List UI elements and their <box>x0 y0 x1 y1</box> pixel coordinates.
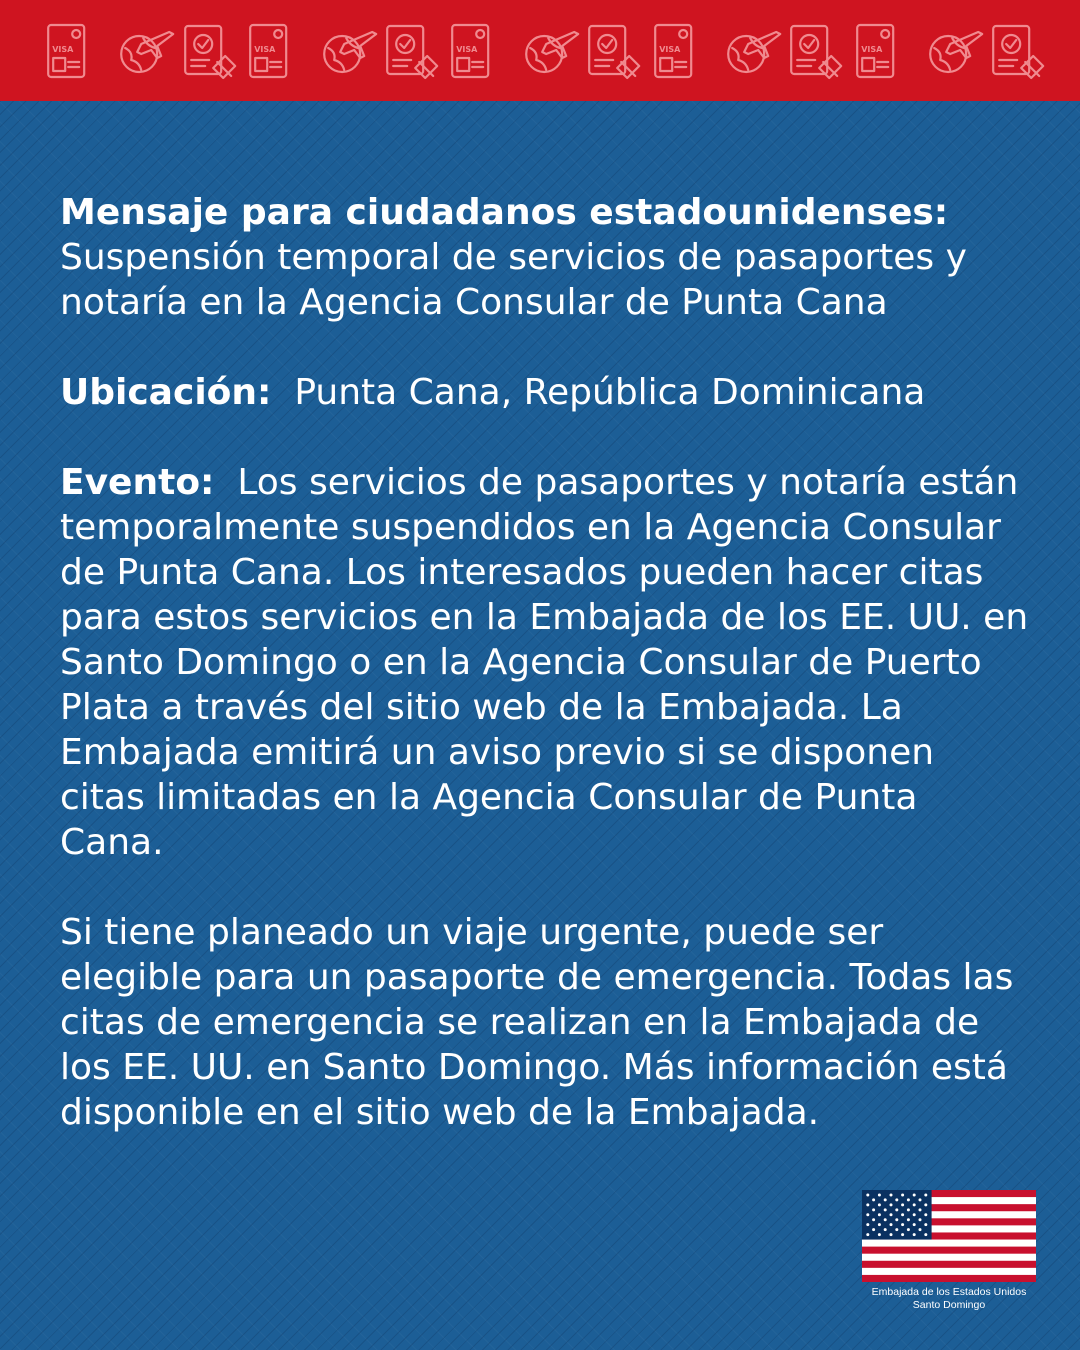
globe-plane-icon <box>314 22 381 80</box>
visa-icon <box>246 22 313 80</box>
visa-icon <box>651 22 718 80</box>
visa-icon <box>853 22 920 80</box>
flag-star <box>907 1208 910 1211</box>
flag-star <box>924 1223 927 1226</box>
flag-star <box>901 1233 904 1236</box>
header-icon-row <box>44 22 1055 80</box>
flag-star <box>866 1233 869 1236</box>
flag-star <box>872 1208 875 1211</box>
approved-document-icon <box>987 22 1054 80</box>
location-line <box>60 370 1030 415</box>
flag-star <box>895 1218 898 1221</box>
flag-star <box>884 1208 887 1211</box>
svg-text:VISA: VISA <box>254 45 276 54</box>
flag-star <box>895 1208 898 1211</box>
caption-line-1: Embajada de los Estados Unidos <box>871 1286 1027 1298</box>
flag-star <box>924 1233 927 1236</box>
flag-star <box>890 1233 893 1236</box>
announcement <box>60 190 1030 1135</box>
flag-star <box>878 1233 881 1236</box>
flag-star <box>913 1213 916 1216</box>
flag-star <box>924 1203 927 1206</box>
flag-canton <box>862 1190 932 1240</box>
message-subject: Suspensión temporal de servicios de pasaportes y notaría en la Agencia Consular de Punta Cana <box>60 237 967 323</box>
flag-star <box>866 1213 869 1216</box>
flag-star <box>913 1193 916 1196</box>
flag-star <box>924 1193 927 1196</box>
caption-line-2: Santo Domingo <box>912 1299 986 1311</box>
event-paragraph <box>60 460 1030 865</box>
flag-star <box>913 1203 916 1206</box>
flag-star <box>919 1208 922 1211</box>
flag-star <box>878 1193 881 1196</box>
header-band <box>0 0 1080 101</box>
flag-star <box>884 1198 887 1201</box>
flag-star <box>895 1198 898 1201</box>
flag-star <box>866 1193 869 1196</box>
approved-document-icon <box>583 22 650 80</box>
flag-star <box>901 1213 904 1216</box>
flag-star <box>872 1218 875 1221</box>
flag-star <box>895 1228 898 1231</box>
svg-text:VISA: VISA <box>860 45 883 54</box>
approved-document-icon <box>179 22 246 80</box>
flag-star <box>913 1233 916 1236</box>
flag-star <box>872 1198 875 1201</box>
flag-stripe <box>862 1247 1036 1254</box>
flag-star <box>919 1218 922 1221</box>
flag-star <box>924 1213 927 1216</box>
embassy-caption <box>850 1286 1048 1312</box>
flag-stripe <box>862 1268 1036 1275</box>
flag-star <box>913 1223 916 1226</box>
flag-stripe <box>862 1261 1036 1268</box>
visa-icon <box>44 22 111 80</box>
flag-star <box>907 1228 910 1231</box>
approved-document-icon <box>381 22 448 80</box>
event-label: Evento: <box>60 462 215 503</box>
visa-icon <box>448 22 515 80</box>
flag-stripe <box>862 1275 1036 1282</box>
flag-star <box>907 1218 910 1221</box>
flag-star <box>901 1203 904 1206</box>
flag-star <box>901 1223 904 1226</box>
flag-star <box>890 1213 893 1216</box>
flag-stripe <box>862 1240 1036 1247</box>
urgent-paragraph: Si tiene planeado un viaje urgente, puede ser elegible para un pasaporte de emergencia. Todas las citas de emergencia se realizan en la Embajada de los EE. UU. en Santo Domingo. Más información está disponible en el sitio web de la Embajada. <box>60 912 1014 1133</box>
flag-star <box>884 1228 887 1231</box>
flag-star <box>872 1228 875 1231</box>
us-flag-icon <box>862 1190 1036 1286</box>
event-text: Los servicios de pasaportes y notaría están temporalmente suspendidos en la Agencia Consular de Punta Cana. Los interesados pueden hacer citas para estos servicios en la Embajada de los EE. UU. en Santo Domingo o en la Agencia Consular de Puerto Plata a través del sitio web de la Embajada. La Embajada emitirá un aviso previo si se disponen citas limitadas en la Agencia Consular de Punta Cana. <box>60 462 1029 863</box>
location-label: Ubicación: <box>60 372 272 413</box>
flag-star <box>884 1218 887 1221</box>
globe-plane-icon <box>920 22 987 80</box>
flag-star <box>901 1193 904 1196</box>
flag-star <box>890 1193 893 1196</box>
flag-star <box>890 1203 893 1206</box>
flag-stripe <box>862 1254 1036 1261</box>
approved-document-icon <box>785 22 852 80</box>
flag-star <box>919 1198 922 1201</box>
flag-star <box>866 1223 869 1226</box>
message-heading: Mensaje para ciudadanos estadounidenses: <box>60 192 949 233</box>
flag-star <box>907 1198 910 1201</box>
globe-plane-icon <box>111 22 178 80</box>
flag-star <box>878 1203 881 1206</box>
globe-plane-icon <box>718 22 785 80</box>
svg-text:VISA: VISA <box>658 45 680 54</box>
flag-star <box>878 1213 881 1216</box>
flag-star <box>919 1228 922 1231</box>
svg-text:VISA: VISA <box>52 45 74 54</box>
flag-star <box>890 1223 893 1226</box>
flag-star <box>878 1223 881 1226</box>
location-value: Punta Cana, República Dominicana <box>294 372 926 413</box>
globe-plane-icon <box>516 22 583 80</box>
svg-text:VISA: VISA <box>456 45 478 54</box>
flag-star <box>866 1203 869 1206</box>
